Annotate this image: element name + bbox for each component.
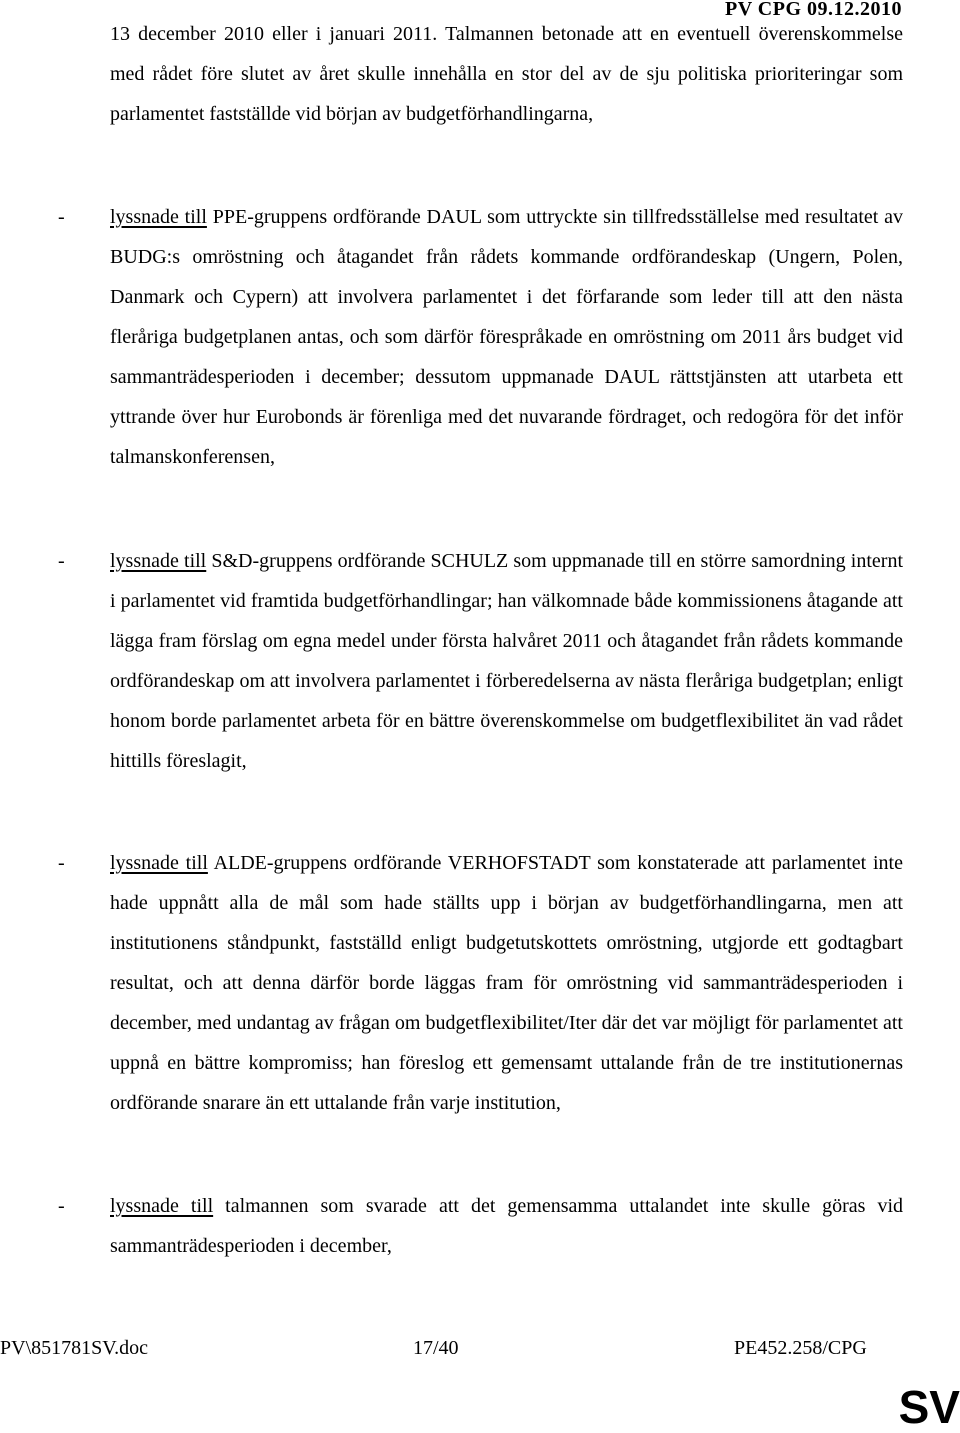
list-item	[58, 843, 903, 1123]
list-item	[58, 541, 903, 781]
list-item-text: ALDE-gruppens ordförande VERHOFSTADT som konstaterade att parlamentet inte hade uppnått alla de mål som hade ställts upp i början av budgetförhandlingarna, men att institutionens ståndpunkt, fastställd enligt budgetutskottets omröstning, utgjorde ett godtagbart resultat, och att denna därför borde läggas fram för omröstning vid sammanträdesperioden i december, med undantag av frågan om budgetflexibilitet/Iter där det var möjligt för parlamentet att uppnå en bättre kompromiss; han föreslog ett gemensamt uttalande från de tre institutionernas ordförande snarare än ett uttalande från varje institution,	[110, 852, 903, 1114]
list-dash: -	[58, 1195, 65, 1217]
list-item-text: talmannen som svarade att det gemensamma uttalandet inte skulle göras vid sammanträdesperioden i december,	[110, 1195, 903, 1257]
footer-reference: PE452.258/CPG	[734, 1337, 867, 1359]
list-item-body	[110, 197, 903, 477]
language-code: SV	[898, 1381, 960, 1433]
list-item-verb: lyssnade till	[110, 852, 208, 874]
list-dash: -	[58, 550, 65, 572]
list-dash: -	[58, 852, 65, 874]
list-item-verb: lyssnade till	[110, 550, 207, 572]
list-item-text: S&D-gruppens ordförande SCHULZ som uppmanade till en större samordning internt i parlamentet vid framtida budgetförhandlingar; han välkomnade både kommissionens åtagande att lägga fram förslag om egna medel under första halvåret 2011 och åtagandet från rådets kommande ordförandeskap om att involvera parlamentet i förberedelserna av nästa fleråriga budgetplan; enligt honom borde parlamentet arbeta för en bättre överenskommelse om budgetflexibilitet än vad rådet hittills föreslagit,	[110, 550, 904, 772]
list-item-body	[110, 1186, 903, 1266]
list-item-body	[110, 541, 903, 781]
footer-filename: PV\851781SV.doc	[0, 1337, 148, 1359]
continuation-paragraph: 13 december 2010 eller i januari 2011. Talmannen betonade att en eventuell överenskommelse med rådet före slutet av året skulle innehålla en stor del av de sju politiska prioriteringar som parlamentet fastställde vid början av budgetförhandlingarna,	[110, 23, 903, 125]
list-item-body	[110, 843, 903, 1123]
list-item-verb: lyssnade till	[110, 1195, 214, 1217]
list-dash: -	[58, 206, 65, 228]
list-item-verb: lyssnade till	[110, 206, 207, 228]
footer-page-number: 17/40	[413, 1337, 459, 1359]
list-item	[58, 1186, 903, 1266]
document-code-header: PV CPG 09.12.2010	[724, 0, 902, 20]
list-item	[58, 197, 903, 477]
list-item-text: PPE-gruppens ordförande DAUL som uttryckte sin tillfredsställelse med resultatet av BUDG:s omröstning och åtagandet från rådets kommande ordförandeskap (Ungern, Polen, Danmark och Cypern) att involvera parlamentet i det förfarande som leder till att den nästa fleråriga budgetplanen antas, och som därför förespråkade en omröstning om 2011 års budget vid sammanträdesperioden i december; dessutom uppmanade DAUL rättstjänsten att utarbeta ett yttrande över hur Eurobonds är förenliga med det nuvarande fördraget, och redogöra för det inför talmanskonferensen,	[110, 206, 903, 468]
